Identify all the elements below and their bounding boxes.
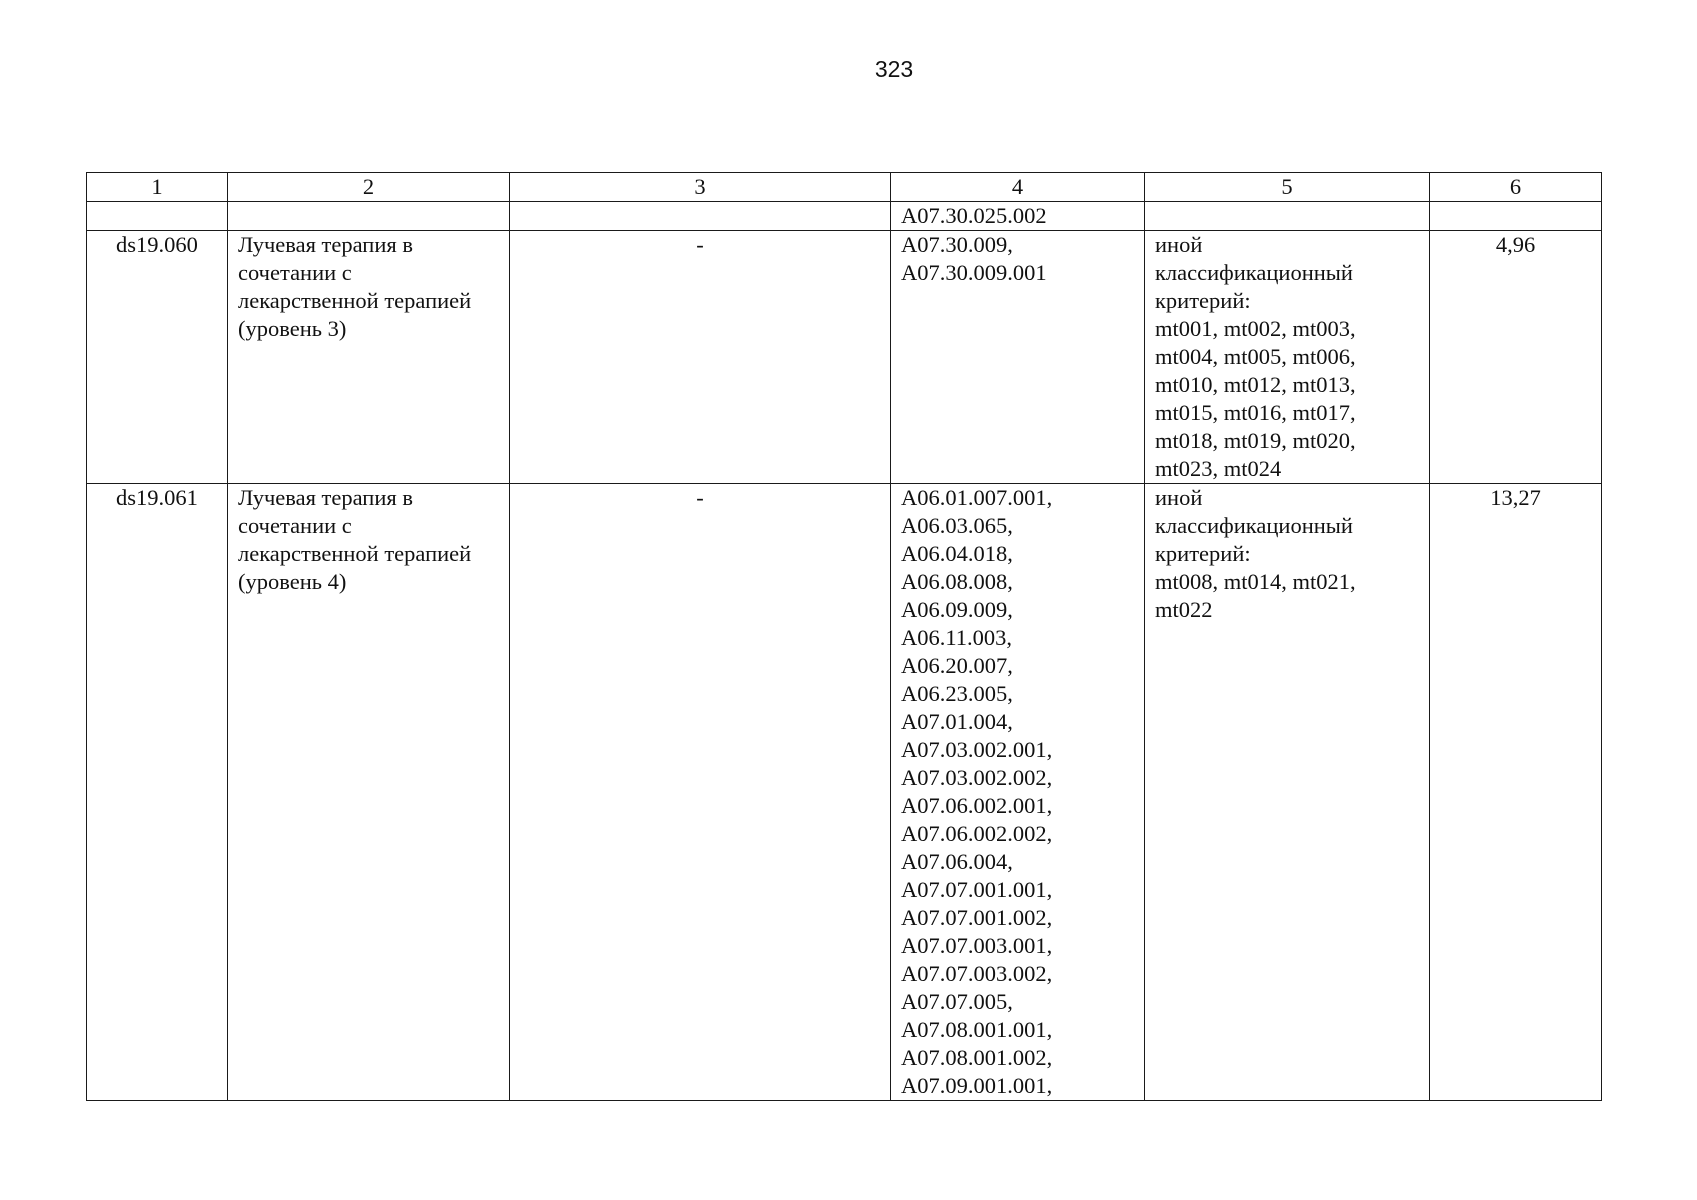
table-row [87,484,1602,1101]
name-cell [228,202,510,231]
column-header-6: 6 [1430,173,1602,202]
services-cell: А07.30.025.002 [891,202,1145,231]
services-cell: А07.30.009, А07.30.009.001 [891,231,1145,484]
table-row [87,231,1602,484]
col3-cell: - [510,231,891,484]
page-number: 323 [874,56,914,82]
column-header-1: 1 [87,173,228,202]
criteria-cell: иной классификационный критерий: mt001, mt002, mt003, mt004, mt005, mt006, mt010, mt012, mt013, mt015, mt016, mt017, mt018, mt019, mt020, mt023, mt024 [1145,231,1430,484]
coefficient-cell [1430,202,1602,231]
column-header-2: 2 [228,173,510,202]
criteria-cell: иной классификационный критерий: mt008, mt014, mt021, mt022 [1145,484,1430,1101]
coefficient-cell: 4,96 [1430,231,1602,484]
col3-cell [510,202,891,231]
code-cell: ds19.060 [87,231,228,484]
code-cell: ds19.061 [87,484,228,1101]
tariff-table [86,172,1602,1101]
table-row [87,202,1602,231]
column-header-3: 3 [510,173,891,202]
code-cell [87,202,228,231]
coefficient-cell: 13,27 [1430,484,1602,1101]
services-cell: А06.01.007.001, А06.03.065, А06.04.018, А06.08.008, А06.09.009, А06.11.003, А06.20.007, А06.23.005, А07.01.004, А07.03.002.001, А07.03.002.002, А07.06.002.001, А07.06.002.002, А07.06.004, А07.07.001.001, А07.07.001.002, А07.07.003.001, А07.07.003.002, А07.07.005, А07.08.001.001, А07.08.001.002, А07.09.001.001, [891,484,1145,1101]
column-header-5: 5 [1145,173,1430,202]
criteria-cell [1145,202,1430,231]
name-cell: Лучевая терапия в сочетании с лекарственной терапией (уровень 4) [228,484,510,1101]
name-cell: Лучевая терапия в сочетании с лекарственной терапией (уровень 3) [228,231,510,484]
table-header-row [87,173,1602,202]
col3-cell: - [510,484,891,1101]
column-header-4: 4 [891,173,1145,202]
